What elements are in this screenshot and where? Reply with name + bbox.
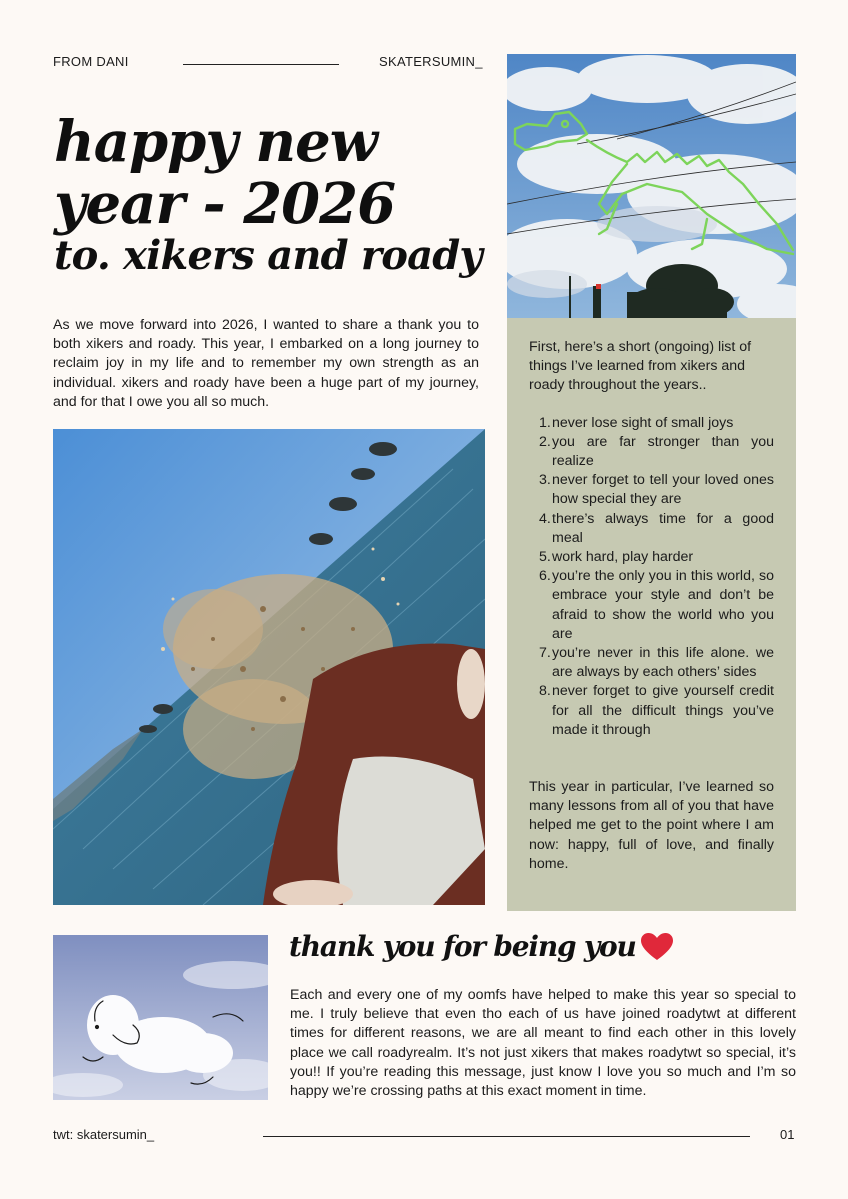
lessons-outro: This year in particular, I’ve learned so many lessons from all of you that have helped me get to the point where I am now: happy, full of love, and finally home. — [529, 779, 774, 872]
list-item-number: 4. — [539, 510, 551, 527]
intro-paragraph: As we move forward into 2026, I wanted to share a thank you to both xikers and roady. This year, I embarked on a long journey to reclaim joy in my life and to remember my own strength as an individual. xikers and roady have been a huge part of my journey, and for that I owe you all so much. — [53, 317, 479, 410]
cloud-bunny-photo — [53, 935, 268, 1100]
header-from: FROM DANI — [53, 54, 129, 69]
list-item — [529, 644, 774, 682]
thanks-heading-text: thank you for being you — [289, 930, 636, 963]
lessons-panel — [507, 318, 796, 911]
list-item-number: 6. — [539, 568, 551, 585]
ocean-glitter-photo — [53, 429, 485, 905]
list-item-number: 1. — [539, 414, 551, 431]
list-item-text: never lose sight of small joys — [552, 414, 734, 431]
list-item — [529, 510, 774, 548]
list-item-text: you’re never in this life alone. we are always by each others’ sides — [552, 645, 774, 681]
list-item — [529, 548, 774, 567]
title-line-2: year - 2026 — [54, 171, 396, 237]
list-item-text: there’s always time for a good meal — [552, 510, 774, 546]
list-item — [529, 471, 774, 509]
list-item — [529, 433, 774, 471]
list-item — [529, 414, 774, 433]
list-item-number: 8. — [539, 683, 551, 700]
page-title — [54, 109, 482, 279]
list-item-number: 5. — [539, 549, 551, 566]
list-item-number: 3. — [539, 472, 551, 489]
heart-icon — [640, 932, 674, 962]
title-line-3: to. xikers and roady — [54, 232, 482, 279]
page-number: 01 — [780, 1127, 795, 1142]
list-item-number: 2. — [539, 433, 551, 450]
list-item — [529, 682, 774, 740]
title-line-1: happy new — [54, 109, 377, 175]
thanks-paragraph: Each and every one of my oomfs have helped to make this year so special to me. I truly believe that even tho each of us have joined roadytwt at different times for different reasons, we are all meant to find each other in this lovely place we call roadyrealm. It’s not just xikers that makes roadytwt so special, it’s you!! If you’re reading this message, just know I love you so much and I’m so happy we’re crossing paths at this exact moment in time. — [290, 987, 796, 1100]
lessons-lead: First, here’s a short (ongoing) list of things I’ve learned from xikers and roady throughout the years.. — [529, 339, 752, 394]
list-item — [529, 567, 774, 644]
footer-twitter: twt: skatersumin_ — [53, 1127, 155, 1142]
footer-rule — [263, 1136, 750, 1137]
list-item-text: you are far stronger than you realize — [552, 433, 774, 470]
thanks-heading — [289, 930, 674, 963]
lessons-list — [529, 414, 774, 740]
list-item-text: work hard, play harder — [552, 549, 694, 566]
header-rule — [183, 64, 339, 65]
list-item-text: you’re the only you in this world, so embrace your style and don’t be afraid to show the world who you are — [552, 568, 774, 642]
list-item-text: never forget to tell your loved ones how special they are — [552, 472, 774, 508]
header-handle: SKATERSUMIN_ — [379, 54, 483, 69]
list-item-number: 7. — [539, 645, 551, 662]
sky-dinosaur-photo — [507, 54, 796, 318]
list-item-text: never forget to give yourself credit for all the difficult things you’ve made it through — [552, 683, 774, 738]
